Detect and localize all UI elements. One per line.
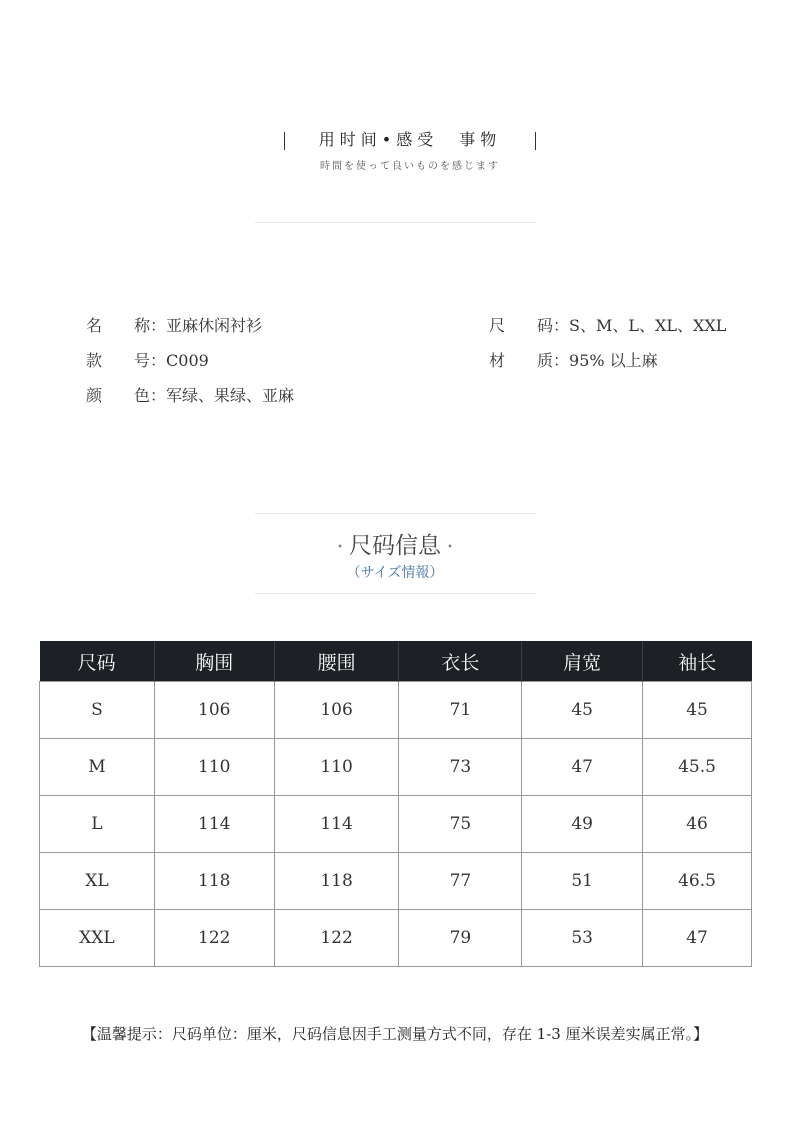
info-material (489, 348, 658, 371)
table-cell: 47 (643, 910, 752, 967)
table-cell: XL (40, 853, 155, 910)
size-title-text: 尺码信息 (349, 533, 441, 559)
table-cell: S (40, 682, 155, 739)
table-cell: 45 (643, 682, 752, 739)
table-cell: 118 (154, 853, 274, 910)
size-section-title (0, 527, 790, 560)
slogan-banner (0, 124, 790, 174)
slogan-highlight-text: 好 (438, 130, 460, 149)
info-name-value: 亚麻休闲衬衫 (166, 316, 263, 335)
table-cell: 75 (399, 796, 522, 853)
title-dot-left: • (337, 541, 343, 553)
table-cell: 122 (154, 910, 274, 967)
table-cell: 46.5 (643, 853, 752, 910)
title-dot-right: • (447, 541, 453, 553)
table-cell: 45 (522, 682, 643, 739)
info-material-label: 材 质： (489, 351, 570, 370)
slogan-suffix: 事物 (459, 130, 502, 149)
header-chest: 胸围 (154, 641, 274, 682)
table-cell: 71 (399, 682, 522, 739)
size-table (39, 641, 752, 967)
slogan-divider-left (284, 132, 285, 150)
slogan-subtitle: 時間を使って良いものを感じます (320, 161, 500, 172)
table-cell: 110 (154, 739, 274, 796)
measurement-note: 【温馨提示：尺码单位：厘米，尺码信息因手工测量方式不同，存在 1-3 厘米误差实属正常。】 (81, 1025, 709, 1043)
info-style (86, 348, 209, 371)
info-style-value: C009 (166, 351, 209, 370)
table-row (40, 796, 752, 853)
table-cell: 47 (522, 739, 643, 796)
table-cell: L (40, 796, 155, 853)
table-cell: 106 (154, 682, 274, 739)
table-row (40, 853, 752, 910)
size-title-divider-bottom (255, 593, 536, 594)
table-cell: 110 (274, 739, 399, 796)
table-cell: 73 (399, 739, 522, 796)
header-size: 尺码 (40, 641, 155, 682)
table-cell: 53 (522, 910, 643, 967)
slogan-highlight-badge (438, 127, 459, 150)
header-shoulder: 肩宽 (522, 641, 643, 682)
table-row (40, 682, 752, 739)
table-cell: 79 (399, 910, 522, 967)
info-size (489, 313, 726, 336)
table-cell: 122 (274, 910, 399, 967)
table-cell: 46 (643, 796, 752, 853)
table-header-row (40, 641, 752, 682)
table-cell: XXL (40, 910, 155, 967)
info-color (86, 383, 294, 406)
info-color-label: 颜 色： (86, 386, 167, 405)
table-cell: 49 (522, 796, 643, 853)
info-size-label: 尺 码： (489, 316, 570, 335)
table-cell: 114 (274, 796, 399, 853)
table-cell: 51 (522, 853, 643, 910)
info-name (86, 313, 262, 336)
header-length: 衣长 (399, 641, 522, 682)
info-name-label: 名 称： (86, 316, 167, 335)
table-cell: 106 (274, 682, 399, 739)
table-cell: 77 (399, 853, 522, 910)
size-section-subtitle: （サイズ情報） (346, 565, 444, 581)
table-cell: M (40, 739, 155, 796)
slogan-prefix: 用时间•感受 (318, 130, 439, 149)
info-material-value: 95% 以上麻 (569, 351, 658, 370)
header-waist: 腰围 (274, 641, 399, 682)
table-cell: 114 (154, 796, 274, 853)
header-sleeve: 袖长 (643, 641, 752, 682)
table-row (40, 739, 752, 796)
info-size-value: S、M、L、XL、XXL (569, 316, 727, 335)
slogan-title (292, 127, 528, 150)
table-row (40, 910, 752, 967)
info-style-label: 款 号： (86, 351, 167, 370)
table-cell: 45.5 (643, 739, 752, 796)
table-cell: 118 (274, 853, 399, 910)
size-title-divider-top (255, 513, 536, 514)
slogan-divider-right (535, 132, 536, 150)
header-divider (255, 222, 536, 223)
info-color-value: 军绿、果绿、亚麻 (166, 386, 295, 405)
